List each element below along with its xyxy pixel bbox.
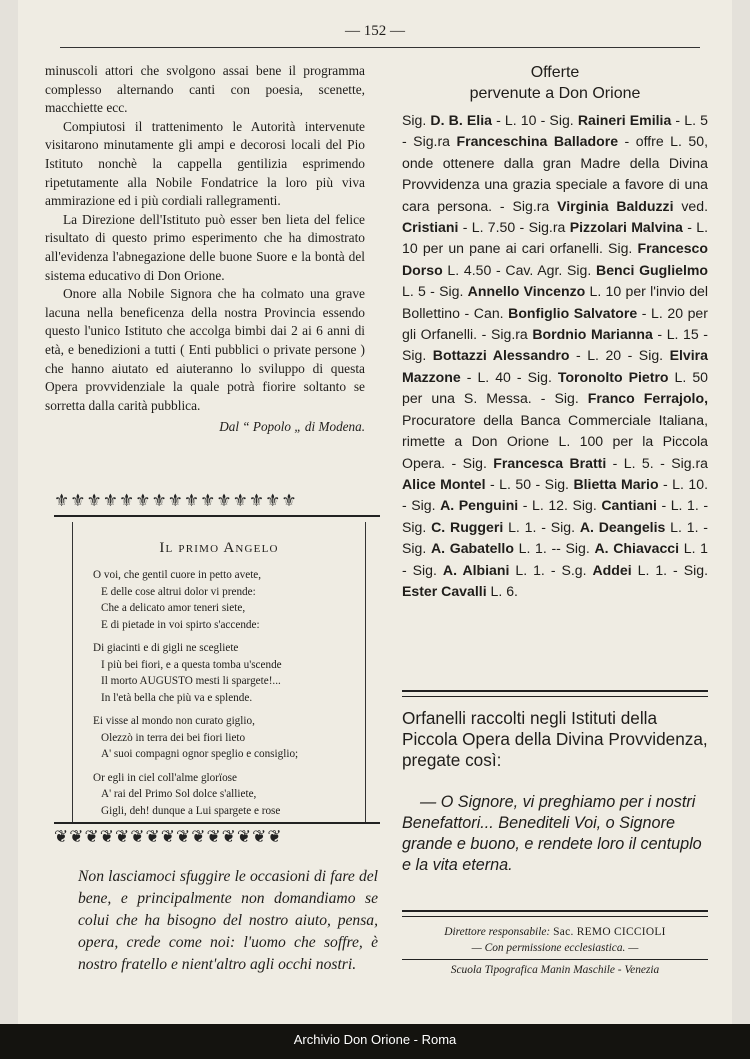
section-rule — [402, 696, 708, 697]
page-header — [50, 20, 700, 50]
offerte-text: - offre L. 50, onde ottenere dalla gran Madre della Divina Provvidenza una grazia speciale a favore di una cara persona. - Sig.ra — [402, 133, 708, 214]
offerte-text: - L. 40 - Sig. — [460, 368, 558, 385]
section-rule — [402, 916, 708, 917]
donor-name: Toronolto Pietro — [557, 368, 669, 385]
verse-line: E delle cose altrui dolor vi prende: — [101, 585, 256, 598]
prayer-dash: — — [420, 793, 437, 811]
donor-name: A. Albiani — [442, 561, 510, 578]
poem-title: Il primo Angelo — [159, 540, 279, 556]
donor-name: Pizzolari Malvina — [569, 219, 683, 236]
archive-footer: Archivio Don Orione - Roma — [0, 1024, 750, 1059]
donor-name: Franceschina Balladore — [456, 133, 619, 150]
verse-line: Di giacinti e di gigli ne scegliete — [93, 642, 239, 654]
ecclesiastical-permission: — Con permissione ecclesiastica. — — [471, 942, 639, 954]
donor-name: Cristiani — [402, 219, 459, 236]
offerte-text: - L. 12. Sig. — [518, 497, 602, 514]
donor-name: Addei — [592, 561, 632, 578]
offerte-text: - L. 20 - Sig. — [569, 347, 670, 364]
donor-name: Alice Montel — [402, 475, 486, 492]
donor-name: Benci Guglielmo — [596, 261, 708, 278]
paragraph: La Direzione dell'Istituto può esser ben lieta del felice risultato di questo primo esperimento che ha dimostrato all'evidenza l'abnegazione delle buone Suore e la bontà del sistema educativo di Don Orione. — [45, 211, 365, 283]
offerte-text: L. 50 per una S. Messa. - Sig. — [402, 368, 708, 407]
donor-name: Bordnio Marianna — [532, 326, 653, 343]
offerte-text: - L. 7.50 - Sig.ra — [458, 219, 570, 236]
offerte-text: L. 1. - Sig. — [503, 518, 580, 535]
donor-name: D. B. Elia — [430, 112, 492, 128]
verse-line: Gigli, deh! dunque a Lui spargete e rose — [101, 804, 281, 817]
offerte-text: ved. — [673, 197, 709, 214]
paragraph: minuscoli attori che svolgono assai bene il programma complesso alternando canti con poesia, scenette, macchiette ecc. — [45, 63, 365, 116]
donor-name: A. Deangelis — [579, 518, 666, 535]
donor-name: Elvira Mazzone — [402, 347, 708, 385]
stanza — [93, 640, 365, 706]
stanza — [93, 713, 365, 763]
offerte-text: Sig. — [402, 112, 431, 128]
donor-name: Virginia Balduzzi — [557, 197, 674, 214]
poem — [93, 567, 365, 819]
printer-credit: Scuola Tipografica Manin Maschile - Venezia — [450, 964, 660, 976]
stanza — [93, 567, 365, 633]
verse-line: A' suoi compagni ognor speglio e consiglio; — [101, 748, 299, 760]
offerte-text: L. 10 per l'invio del Bollettino - Can. — [402, 283, 709, 321]
donor-name: C. Ruggeri — [431, 518, 504, 535]
offerte-text: - L. 1. - Sig. — [402, 497, 709, 535]
verse-line: O voi, che gentil cuore in petto avete, — [93, 569, 262, 581]
verse-line: I più bei fiori, e a questa tomba u'scende — [101, 658, 282, 671]
offerte-text: - L. 50 - Sig. — [485, 475, 574, 492]
offerte-title — [402, 62, 708, 104]
verse-line: Il morto AUGUSTO mesti li spargete!... — [101, 675, 281, 687]
ornament-rule — [54, 822, 380, 824]
donor-name: A. Chiavacci — [594, 540, 680, 557]
offerte-title-line: pervenute a Don Orione — [469, 85, 641, 102]
editor-name: Sac. REMO CICCIOLI — [553, 926, 666, 938]
paragraph: Onore alla Nobile Signora che ha colmato una grave lacuna nella beneficenza della nostra Provincia essendo questo l'unico Istituto che accolga bimbi dai 2 ai 6 anni di età, e benedizioni a tutti ( Enti pubblici o private persone ) che hanno aiutato ed aiuteranno lo sviluppo di questa Opera provvidenziale la quale potrà fiorire soltanto se sorretta dalla carità pubblica. — [45, 286, 365, 413]
offerte-text: L. 1. -- Sig. — [513, 540, 595, 557]
donor-name: Bonfiglio Salvatore — [508, 304, 638, 321]
exhortation-text: Non lasciamoci sfuggire le occasioni di fare del bene, e principalmente non domandiamo se colui che ha bisogno del nostro aiuto, pensa, opera, crede come noi: l'uomo che soffre, è nostro fratello e nient'altro agli occhi nostri. — [78, 868, 378, 973]
offerte-text: L. 1. - Sig. — [631, 561, 708, 578]
page-number: — 152 — — [339, 23, 411, 39]
offerte-text: L. 1. - S.g. — [509, 561, 593, 578]
offerte-text: - L. 10 - Sig. — [491, 112, 578, 128]
verse-line: Ei visse al mondo non curato giglio, — [93, 715, 255, 727]
stanza — [93, 770, 365, 820]
verse-line: In l'età bella che più va e splende. — [101, 691, 253, 704]
offerte-text: L. 6. — [486, 582, 518, 599]
verse-line: Or egli in ciel coll'alme glorïose — [93, 771, 237, 784]
offerte-text: Procuratore della Banca Commerciale Italiana, rimette a Don Orione L. 100 per la Piccola Opera. - Sig. — [402, 411, 708, 471]
verse-line: Olezzò in terra dei bei fiori lieto — [101, 731, 246, 744]
ornament-rule — [54, 515, 380, 517]
donor-name: Raineri Emilia — [577, 112, 672, 128]
donor-name: Francesca Bratti — [493, 454, 607, 471]
prayer-body: O Signore, vi preghiamo per i nostri Benefattori... Benediteli Voi, o Signore grande e buono, e rendete loro il centuplo e la vita eterna. — [402, 793, 702, 874]
left-column — [45, 62, 365, 435]
donor-name: Francesco Dorso — [402, 240, 708, 278]
source-signature: Dal “ Popolo „ di Modena. — [219, 419, 365, 435]
donor-name: A. Penguini — [440, 497, 519, 514]
offerte-text: - L. 20 per gli Orfanelli. - Sig.ra — [402, 304, 708, 343]
verse-line: A' rai del Primo Sol dolce s'alliete, — [101, 788, 257, 800]
verse-line: Che a delicato amor teneri siete, — [101, 602, 246, 614]
poem-box — [72, 522, 366, 822]
paragraph: Compiutosi il trattenimento le Autorità intervenute visitarono minutamente gli ampi e decorosi locali del Pio Istituto nonchè la cappella gentilizia esprimendo ripetutamente alla Nobile Fondatrice la loro più viva ammirazione ed i più cordiali rallegramenti. — [45, 118, 365, 209]
offerte-list — [402, 110, 708, 602]
offerte-text: - L. 5 - Sig.ra — [402, 112, 708, 150]
editor-credit — [402, 924, 708, 956]
orfanelli-title: Orfanelli raccolti negli Istituti della Piccola Opera della Divina Provvidenza, pregate così: — [402, 708, 708, 770]
offerte-text: L. 5 - Sig. — [402, 283, 468, 300]
offerte-text: L. 1. - Sig. — [402, 518, 708, 557]
header-rule — [60, 47, 700, 48]
section-rule — [402, 910, 708, 912]
verse-line: E di pietade in voi spirto s'accende: — [101, 618, 260, 631]
offerte-text: L. 4.50 - Cav. Agr. Sig. — [442, 261, 597, 278]
offerte-text: - L. 10 per un pane ai cari orfanelli. Sig. — [402, 219, 708, 257]
prayer-text — [402, 792, 708, 876]
donor-name: A. Gabatello — [430, 540, 514, 557]
donor-name: Blietta Mario — [573, 475, 659, 492]
donor-name: Bottazzi Alessandro — [432, 347, 570, 364]
ornament-border-bottom: ❦❦❦❦❦❦❦❦❦❦❦❦❦❦❦ — [54, 827, 283, 847]
offerte-text: - L. 15 - Sig. — [402, 326, 709, 364]
offerte-text: L. 1 - Sig. — [402, 540, 708, 578]
section-rule — [402, 959, 708, 960]
section-rule — [402, 690, 708, 692]
offerte-text: - L. 5. - Sig.ra — [606, 454, 709, 471]
donor-name: Franco Ferrajolo, — [587, 390, 708, 407]
donor-name: Cantiani — [601, 497, 657, 514]
editor-label: Direttore responsabile: — [444, 926, 551, 938]
donor-name: Annello Vincenzo — [467, 283, 586, 300]
offerte-title-line: Offerte — [530, 64, 580, 81]
ornament-border-top: ⚜⚜⚜⚜⚜⚜⚜⚜⚜⚜⚜⚜⚜⚜⚜ — [54, 491, 298, 511]
offerte-text: - L. 10. - Sig. — [402, 475, 708, 514]
donor-name: Ester Cavalli — [402, 582, 487, 599]
